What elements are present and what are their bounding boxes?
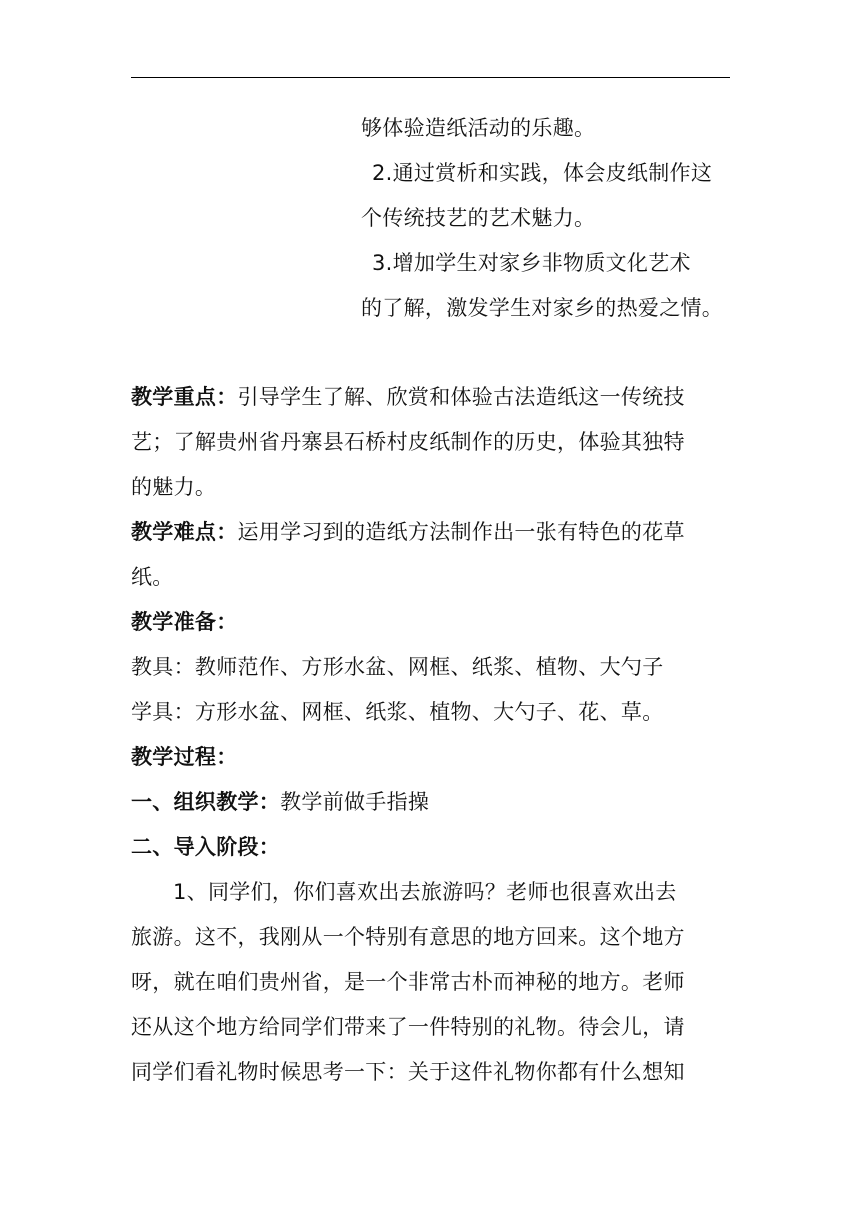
preparation-label: 教学准备： xyxy=(131,610,238,634)
difficulties-label: 教学难点： xyxy=(131,520,238,544)
process-label: 教学过程： xyxy=(131,745,238,769)
paragraph-line: 还从这个地方给同学们带来了一件特别的礼物。待会儿，请 xyxy=(131,1015,685,1039)
section-organize-text: 教学前做手指操 xyxy=(280,790,430,814)
difficulties-line: 纸。 xyxy=(131,565,174,589)
key-points-label: 教学重点： xyxy=(131,385,238,409)
difficulties-text: 运用学习到的造纸方法制作出一张有特色的花草 xyxy=(237,520,685,544)
paragraph-line: 旅游。这不，我刚从一个特别有意思的地方回来。这个地方 xyxy=(131,925,685,949)
paragraph-line: 呀，就在咱们贵州省，是一个非常古朴而神秘的地方。老师 xyxy=(131,970,685,994)
key-points-line: 的魅力。 xyxy=(131,475,217,499)
objective-line: 的了解，激发学生对家乡的热爱之情。 xyxy=(361,296,724,320)
section-intro-label: 二、导入阶段： xyxy=(131,835,281,859)
paragraph-line: 同学们看礼物时候思考一下：关于这件礼物你都有什么想知 xyxy=(131,1060,685,1084)
difficulties-line xyxy=(131,518,685,546)
objective-line: 个传统技艺的艺术魅力。 xyxy=(361,206,596,230)
teacher-tools: 教具：教师范作、方形水盆、网框、纸浆、植物、大勺子 xyxy=(131,655,664,679)
section-organize xyxy=(131,788,429,816)
key-points-line: 艺；了解贵州省丹寨县石桥村皮纸制作的历史，体验其独特 xyxy=(131,430,685,454)
objective-line: 够体验造纸活动的乐趣。 xyxy=(361,116,596,140)
objective-line: 2.通过赏析和实践，体会皮纸制作这 xyxy=(372,161,713,185)
section-organize-label: 一、组织教学： xyxy=(131,790,281,814)
student-tools: 学具：方形水盆、网框、纸浆、植物、大勺子、花、草。 xyxy=(131,700,664,724)
header-rule xyxy=(131,77,730,78)
objective-line: 3.增加学生对家乡非物质文化艺术 xyxy=(372,251,691,275)
paragraph-line: 1、同学们，你们喜欢出去旅游吗？老师也很喜欢出去 xyxy=(173,880,677,904)
key-points-text: 引导学生了解、欣赏和体验古法造纸这一传统技 xyxy=(237,385,685,409)
key-points-line xyxy=(131,383,685,411)
